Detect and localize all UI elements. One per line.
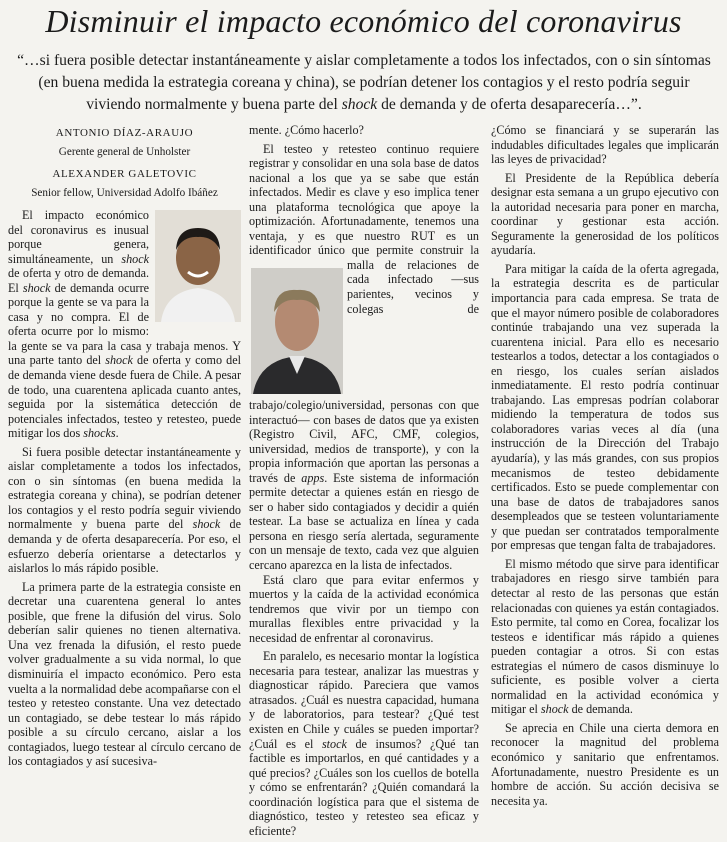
paragraph: El mismo método que sirve para identificar trabajadores en riesgo sirve también para detectar al resto de las personas que están relacionadas con quienes ya están contagiados. Esto permite, tal como en Corea, focalizar los testeos e identificar más rápido a quienes pueden contagiar a otros. Si con estas estrategias el número de casos disminuye lo suficiente, es posible volver a cierta normalidad en la actividad económica y mitigar el shock de demanda. <box>491 556 719 717</box>
paragraph: En paralelo, es necesario montar la logística necesaria para testear, analizar las muestras y diagnosticar rápido. Pareciera que vamos atrasados. ¿Cuál es nuestra capacidad, humana y de laboratorios, para testear? ¿Qué test existen en Chile y cuáles se pueden importar? ¿Cuál es el stock de insumos? ¿Qué tan factible es importarlos, en qué cantidades y a qué precios? ¿Cuáles son los cuellos de botella y cómo se enfrentarán? ¿Quién comandará la coordinación logística para que el sistema de diagnóstico, testeo y retesteo sea eficaz y eficiente? <box>249 649 479 838</box>
author-name: ALEXANDER GALETOVIC <box>52 168 197 180</box>
paragraph: El impacto económico del coronavirus es inusual porque genera, simultáneamente, un shock de oferta y otro de demanda. El shock de demanda ocurre porque la gente se va para la casa y no compra. El de oferta ocurre por lo mismo: la gente se va para la casa y trabaja menos. Y una parte tanto del shock de oferta y como del de demanda viene desde fuera de Chile. A pesar de todo, una cuarentena aplicada cuanto antes, seguida por la sistemática detección de potenciales infectados, testeo y retesteo, puede mitigar los dos shocks. <box>8 208 241 441</box>
paragraph: Para mitigar la caída de la oferta agregada, la estrategia descrita es de particular importancia para cada empresa. Se trata de que el mayor número posible de colaboradores continúe trabajando una vez superada la cuarentena inicial. Para ello es necesario testearlos a todos, detectar a los contagiados o en riesgo, los cuales serían aislados inmediatamente. El resto podría continuar trabajando. Las empresas podrían colaborar midiendo la temperatura de todos sus colaboradores varias veces al día (una instrucción de la Dirección del Trabajo ayudaría), y las más grandes, con sus propios mecanismos de testeo debidamente certificados. Esto se puede complementar con una base de datos de trabajadores sanos desempleados que se testeen voluntariamente y que puedan ser contratados temporalmente por empresas que tengan falta de trabajadores. <box>491 261 719 553</box>
author-role: Gerente general de Unholster <box>58 146 191 158</box>
paragraph: ¿Cómo se financiará y se superarán las indudables dificultades legales que implicarán las leyes de privacidad? <box>491 123 719 167</box>
column-3 <box>491 123 719 812</box>
author-photo-diaz <box>155 210 241 322</box>
paragraph: mente. ¿Cómo hacerlo? <box>249 123 364 137</box>
pull-quote: “…si fuera posible detectar instantáneamente y aislar completamente a todos los infectados, con o sin síntomas (en buena medida la estrategia coreana y china), se podrían detener los contagios y el resto podría seguir viviendo normalmente y buena parte del shock de demanda y de oferta desaparecería…”. <box>17 52 711 113</box>
paragraph: Se aprecia en Chile una cierta demora en reconocer la magnitud del problema económico y sanitario que enfrentamos. Afortunadamente, nuestro Presidente es un hombre de acción. Su acción decisiva se necesita ya. <box>491 720 719 808</box>
author-role: Senior fellow, Universidad Adolfo Ibáñez <box>31 187 218 199</box>
column-1 <box>8 126 241 773</box>
author-name: ANTONIO DÍAZ-ARAUJO <box>55 127 194 139</box>
paragraph: Si fuera posible detectar instantáneamente y aislar completamente a todos los infectados, con o sin síntomas (en buena medida la estrategia coreana y china), se podrían detener los contagios y el resto podría seguir viviendo normalmente y buena parte del shock de demanda y de oferta desaparecería. Por eso, el esfuerzo debería orientarse a detectarlos y aislarlos lo más rápido posible. <box>8 444 241 576</box>
headline: Disminuir el impacto económico del coronavirus <box>45 3 682 39</box>
paragraph: El Presidente de la República debería designar esta semana a un grupo ejecutivo con la autoridad necesaria para poner en marcha, coordinar y gestionar esta acción. Seguramente la generosidad de los políticos ayudaría. <box>491 170 719 258</box>
paragraph: La primera parte de la estrategia consiste en decretar una cuarentena general lo antes posible, que frene la difusión del virus. Solo deberían salir quienes no tienen alternativa. Una vez frenada la difusión, el resto puede volver gradualmente a su vida normal, lo que disminuiría el impacto económico. Pero esta vuelta a la normalidad debe acompañarse con el testeo y retesteo constante. Una vez detectado un contagiado, se debe testear lo más rápido posible a su círculo cercano, aislar a los contagiados, luego testear al círculo cercano de los contagiados y así sucesiva- <box>8 579 241 769</box>
paragraph: El testeo y retesteo continuo requiere registrar y consolidar en una sola base de datos nacional a los que ya se sabe que están infectados. Medir es clave y eso implica tener una plataforma tecnológica que apoye la optimización. Afortunadamente, tenemos una ventaja, y es que nuestro RUT es un identificador único que permite construir la malla de relaciones de cada infectado —sus parientes, vecinos y colegas de trabajo/colegio/universidad, personas con que interactuó— con bases de datos que ya existen (Registro Civil, AFC, CMF, colegios, universidad, medios de transporte), y con la propia información que aportan las personas a través de apps. Este sistema de información permite detectar a quienes están en riesgo de ser o haber sido contagiados y decidir a quién testear. La base se actualiza en línea y cada persona en riesgo sería alertada, seguramente con un mensaje de texto, cada vez que alguien cercano aparezca en la lista de infectados. <box>249 141 479 573</box>
column-2 <box>249 123 479 842</box>
author-photo-galetovic <box>251 268 343 394</box>
paragraph: Está claro que para evitar enfermos y muertos y la caída de la actividad económica tendremos que vivir por un tiempo con murallas flexibles entre privacidad y la necesidad de enfrentar al coronavirus. <box>249 572 479 645</box>
